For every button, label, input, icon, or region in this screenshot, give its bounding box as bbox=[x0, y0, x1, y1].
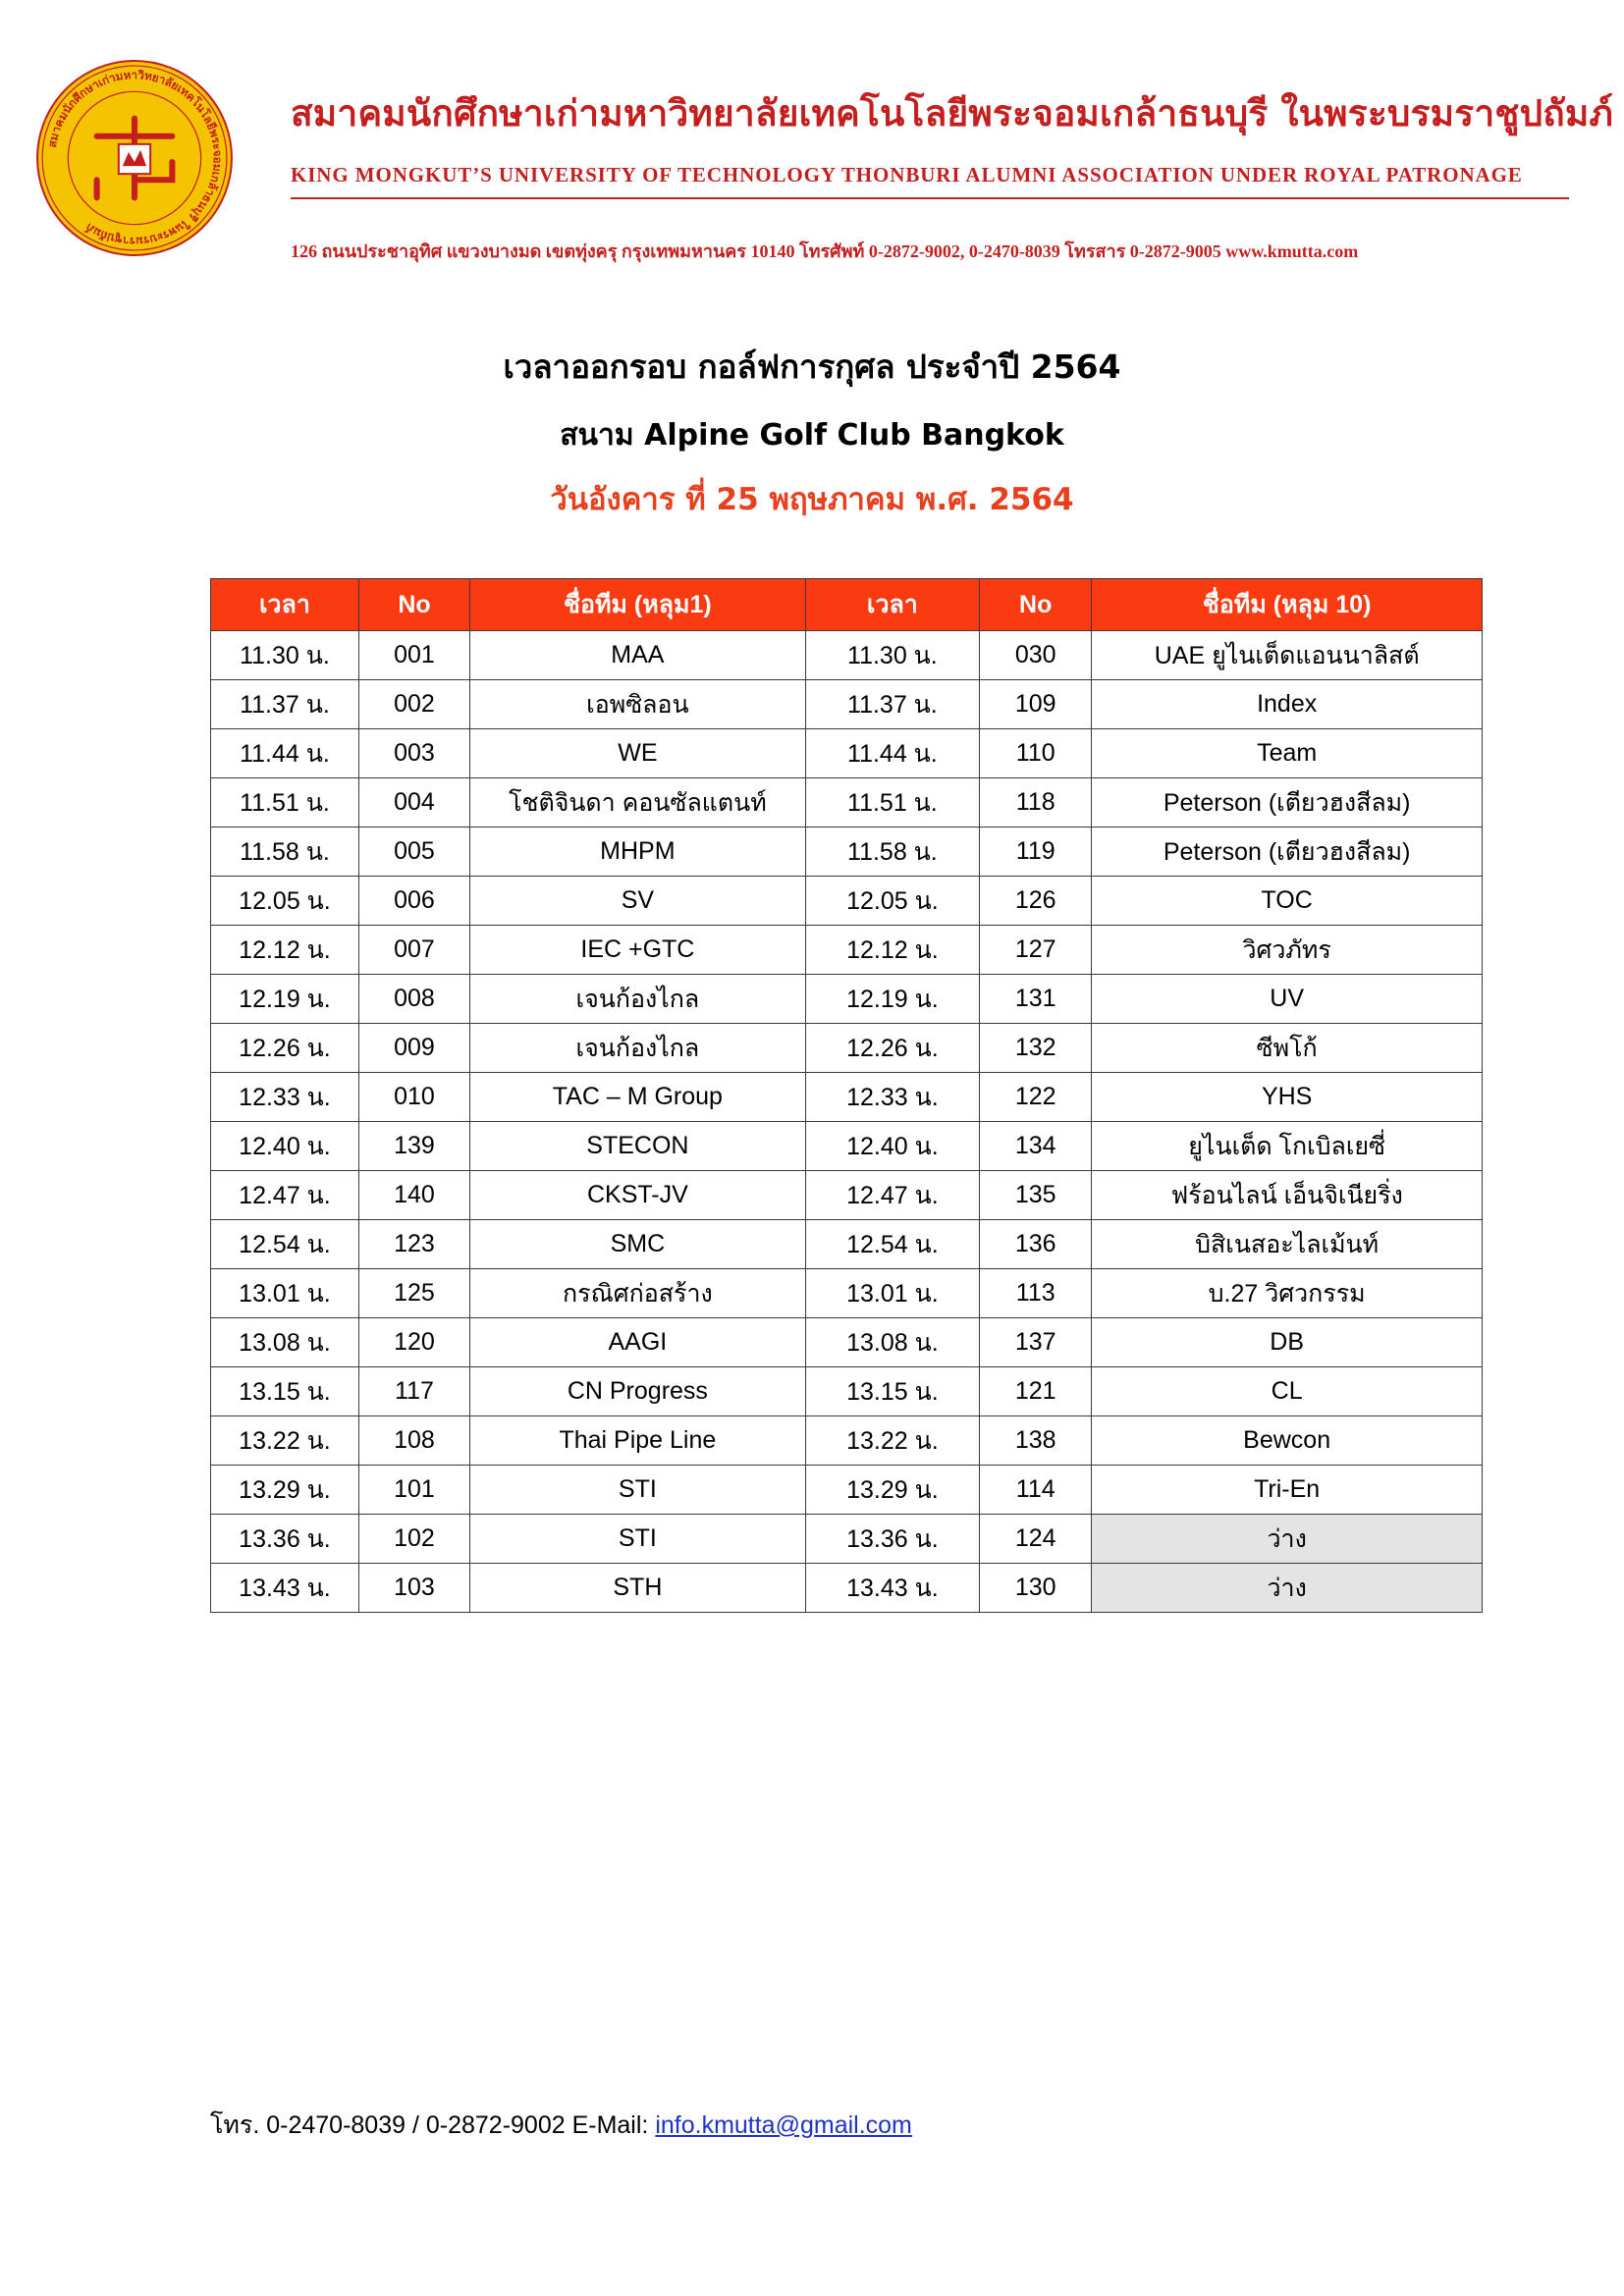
column-header-team-hole10: ชื่อทีม (หลุม 10) bbox=[1092, 579, 1483, 631]
team-no-hole10: 030 bbox=[980, 631, 1092, 680]
column-header-no-hole1: No bbox=[358, 579, 469, 631]
table-row bbox=[211, 680, 1483, 729]
team-no-hole10: 122 bbox=[980, 1073, 1092, 1122]
tee-time-hole10: 11.51 น. bbox=[805, 778, 979, 828]
course-name: สนาม Alpine Golf Club Bangkok bbox=[560, 418, 1064, 453]
column-header-time-hole1: เวลา bbox=[211, 579, 359, 631]
tee-time-hole1: 12.40 น. bbox=[211, 1122, 359, 1171]
team-name-hole10: บิสิเนสอะไลเม้นท์ bbox=[1092, 1220, 1483, 1269]
table-row bbox=[211, 1466, 1483, 1515]
team-name-hole10: ว่าง bbox=[1092, 1564, 1483, 1613]
team-name-hole10: Peterson (เตียวฮงสีลม) bbox=[1092, 778, 1483, 828]
table-row bbox=[211, 1220, 1483, 1269]
team-name-hole10: UV bbox=[1092, 975, 1483, 1024]
tee-time-hole1: 11.51 น. bbox=[211, 778, 359, 828]
tee-time-hole10: 11.58 น. bbox=[805, 828, 979, 877]
tee-time-table bbox=[210, 578, 1483, 1613]
team-name-hole1: STECON bbox=[470, 1122, 806, 1171]
team-no-hole10: 121 bbox=[980, 1367, 1092, 1416]
association-address: 126 ถนนประชาอุทิศ แขวงบางมด เขตทุ่งครุ กรุงเทพมหานคร 10140 โทรศัพท์ 0-2872-9002, 0-2470-8039 โทรสาร 0-2872-9005 www.kmutta.com bbox=[291, 241, 1359, 261]
tee-time-hole1: 11.37 น. bbox=[211, 680, 359, 729]
team-no-hole1: 117 bbox=[358, 1367, 469, 1416]
tee-time-hole1: 11.30 น. bbox=[211, 631, 359, 680]
team-no-hole1: 120 bbox=[358, 1318, 469, 1367]
tee-time-hole1: 11.44 น. bbox=[211, 729, 359, 778]
tee-time-hole1: 12.19 น. bbox=[211, 975, 359, 1024]
tee-time-hole1: 13.15 น. bbox=[211, 1367, 359, 1416]
team-name-hole10: Team bbox=[1092, 729, 1483, 778]
team-name-hole10: YHS bbox=[1092, 1073, 1483, 1122]
table-body bbox=[211, 631, 1483, 1613]
team-name-hole10: ยูไนเต็ด โกเบิลเยซี่ bbox=[1092, 1122, 1483, 1171]
team-no-hole1: 006 bbox=[358, 877, 469, 926]
team-no-hole1: 001 bbox=[358, 631, 469, 680]
team-no-hole1: 005 bbox=[358, 828, 469, 877]
team-name-hole10: บ.27 วิศวกรรม bbox=[1092, 1269, 1483, 1318]
column-header-time-hole10: เวลา bbox=[805, 579, 979, 631]
document-title: เวลาออกรอบ กอล์ฟการกุศล ประจำปี 2564 bbox=[503, 347, 1121, 386]
team-name-hole1: เอพซิลอน bbox=[470, 680, 806, 729]
header-divider bbox=[291, 197, 1569, 199]
team-no-hole10: 126 bbox=[980, 877, 1092, 926]
team-name-hole1: IEC +GTC bbox=[470, 926, 806, 975]
team-no-hole1: 103 bbox=[358, 1564, 469, 1613]
team-no-hole1: 139 bbox=[358, 1122, 469, 1171]
column-header-no-hole10: No bbox=[980, 579, 1092, 631]
team-no-hole10: 110 bbox=[980, 729, 1092, 778]
team-no-hole1: 009 bbox=[358, 1024, 469, 1073]
team-no-hole10: 131 bbox=[980, 975, 1092, 1024]
tee-time-hole10: 12.26 น. bbox=[805, 1024, 979, 1073]
team-name-hole1: SMC bbox=[470, 1220, 806, 1269]
team-no-hole1: 140 bbox=[358, 1171, 469, 1220]
table-row bbox=[211, 975, 1483, 1024]
tee-time-hole10: 12.47 น. bbox=[805, 1171, 979, 1220]
team-no-hole10: 109 bbox=[980, 680, 1092, 729]
team-name-hole1: CKST-JV bbox=[470, 1171, 806, 1220]
team-no-hole1: 125 bbox=[358, 1269, 469, 1318]
team-no-hole10: 135 bbox=[980, 1171, 1092, 1220]
team-name-hole1: MHPM bbox=[470, 828, 806, 877]
team-no-hole10: 114 bbox=[980, 1466, 1092, 1515]
table-row bbox=[211, 1171, 1483, 1220]
team-no-hole10: 118 bbox=[980, 778, 1092, 828]
tee-time-hole1: 12.54 น. bbox=[211, 1220, 359, 1269]
table-row bbox=[211, 1515, 1483, 1564]
table-row bbox=[211, 926, 1483, 975]
team-name-hole10: ฟร้อนไลน์ เอ็นจิเนียริ่ง bbox=[1092, 1171, 1483, 1220]
tee-time-hole10: 12.12 น. bbox=[805, 926, 979, 975]
tee-time-hole10: 12.05 น. bbox=[805, 877, 979, 926]
tee-time-hole10: 13.15 น. bbox=[805, 1367, 979, 1416]
team-no-hole10: 113 bbox=[980, 1269, 1092, 1318]
team-name-hole10: Tri-En bbox=[1092, 1466, 1483, 1515]
team-name-hole10: Index bbox=[1092, 680, 1483, 729]
tee-time-hole10: 12.19 น. bbox=[805, 975, 979, 1024]
table-row bbox=[211, 1122, 1483, 1171]
team-name-hole10: ว่าง bbox=[1092, 1515, 1483, 1564]
team-name-hole10: ซีพโก้ bbox=[1092, 1024, 1483, 1073]
association-name-english: KING MONGKUT’S UNIVERSITY OF TECHNOLOGY THONBURI ALUMNI ASSOCIATION UNDER ROYAL PATRONAGE bbox=[291, 163, 1523, 187]
tee-time-hole1: 12.12 น. bbox=[211, 926, 359, 975]
table-row bbox=[211, 1564, 1483, 1613]
tee-time-hole10: 13.36 น. bbox=[805, 1515, 979, 1564]
team-no-hole1: 123 bbox=[358, 1220, 469, 1269]
team-no-hole10: 137 bbox=[980, 1318, 1092, 1367]
tee-time-hole10: 13.01 น. bbox=[805, 1269, 979, 1318]
team-name-hole10: Bewcon bbox=[1092, 1416, 1483, 1466]
tee-time-hole10: 13.29 น. bbox=[805, 1466, 979, 1515]
tee-time-hole10: 13.22 น. bbox=[805, 1416, 979, 1466]
team-name-hole1: STH bbox=[470, 1564, 806, 1613]
team-no-hole1: 010 bbox=[358, 1073, 469, 1122]
tee-time-hole10: 13.08 น. bbox=[805, 1318, 979, 1367]
team-name-hole1: WE bbox=[470, 729, 806, 778]
team-no-hole1: 108 bbox=[358, 1416, 469, 1466]
table-row bbox=[211, 1367, 1483, 1416]
tee-time-hole1: 12.47 น. bbox=[211, 1171, 359, 1220]
team-name-hole1: TAC – M Group bbox=[470, 1073, 806, 1122]
tee-time-hole10: 12.40 น. bbox=[805, 1122, 979, 1171]
logo-ring-text: สมาคมนักศึกษาเก่ามหาวิทยาลัยเทคโนโลยีพระจอมเกล้าธนบุรี ในพระบรมราชูปถัมภ์ bbox=[44, 68, 225, 248]
tee-time-hole1: 12.26 น. bbox=[211, 1024, 359, 1073]
team-no-hole10: 127 bbox=[980, 926, 1092, 975]
team-name-hole1: เจนก้องไกล bbox=[470, 1024, 806, 1073]
table-row bbox=[211, 778, 1483, 828]
team-name-hole1: CN Progress bbox=[470, 1367, 806, 1416]
tee-time-hole1: 13.43 น. bbox=[211, 1564, 359, 1613]
tee-time-hole10: 11.30 น. bbox=[805, 631, 979, 680]
team-no-hole10: 124 bbox=[980, 1515, 1092, 1564]
tee-time-hole10: 12.33 น. bbox=[805, 1073, 979, 1122]
team-no-hole1: 008 bbox=[358, 975, 469, 1024]
team-no-hole10: 132 bbox=[980, 1024, 1092, 1073]
table-row bbox=[211, 729, 1483, 778]
team-name-hole10: วิศวภัทร bbox=[1092, 926, 1483, 975]
team-name-hole10: TOC bbox=[1092, 877, 1483, 926]
team-name-hole1: STI bbox=[470, 1466, 806, 1515]
team-no-hole10: 136 bbox=[980, 1220, 1092, 1269]
team-no-hole10: 130 bbox=[980, 1564, 1092, 1613]
team-name-hole1: กรณิศก่อสร้าง bbox=[470, 1269, 806, 1318]
team-name-hole1: STI bbox=[470, 1515, 806, 1564]
contact-email-link[interactable]: info.kmutta@gmail.com bbox=[655, 2111, 912, 2139]
column-header-team-hole1: ชื่อทีม (หลุม1) bbox=[470, 579, 806, 631]
team-name-hole10: Peterson (เตียวฮงสีลม) bbox=[1092, 828, 1483, 877]
table-row bbox=[211, 877, 1483, 926]
table-row bbox=[211, 631, 1483, 680]
tee-time-hole1: 13.29 น. bbox=[211, 1466, 359, 1515]
table-row bbox=[211, 1416, 1483, 1466]
team-name-hole1: โชติจินดา คอนซัลแตนท์ bbox=[470, 778, 806, 828]
tee-time-hole10: 11.37 น. bbox=[805, 680, 979, 729]
tee-time-hole10: 11.44 น. bbox=[805, 729, 979, 778]
contact-phone-text: โทร. 0-2470-8039 / 0-2872-9002 E-Mail: bbox=[210, 2111, 656, 2139]
tee-time-hole1: 13.22 น. bbox=[211, 1416, 359, 1466]
tee-time-hole1: 11.58 น. bbox=[211, 828, 359, 877]
contact-footer bbox=[210, 2106, 912, 2145]
team-name-hole1: AAGI bbox=[470, 1318, 806, 1367]
tee-time-hole1: 12.33 น. bbox=[211, 1073, 359, 1122]
team-no-hole10: 134 bbox=[980, 1122, 1092, 1171]
team-name-hole10: CL bbox=[1092, 1367, 1483, 1416]
table-header-row bbox=[211, 579, 1483, 631]
team-no-hole1: 004 bbox=[358, 778, 469, 828]
table-row bbox=[211, 1269, 1483, 1318]
team-name-hole1: SV bbox=[470, 877, 806, 926]
team-no-hole1: 002 bbox=[358, 680, 469, 729]
association-name-thai: สมาคมนักศึกษาเก่ามหาวิทยาลัยเทคโนโลยีพระจอมเกล้าธนบุรี ในพระบรมราชูปถัมภ์ bbox=[291, 91, 1614, 134]
team-no-hole1: 102 bbox=[358, 1515, 469, 1564]
team-name-hole10: UAE ยูไนเต็ดแอนนาลิสต์ bbox=[1092, 631, 1483, 680]
tee-time-hole10: 13.43 น. bbox=[805, 1564, 979, 1613]
team-name-hole10: DB bbox=[1092, 1318, 1483, 1367]
tee-time-hole1: 13.08 น. bbox=[211, 1318, 359, 1367]
team-name-hole1: เจนก้องไกล bbox=[470, 975, 806, 1024]
tee-time-hole1: 13.36 น. bbox=[211, 1515, 359, 1564]
team-no-hole1: 101 bbox=[358, 1466, 469, 1515]
event-date: วันอังคาร ที่ 25 พฤษภาคม พ.ศ. 2564 bbox=[550, 482, 1074, 517]
table-row bbox=[211, 828, 1483, 877]
table-row bbox=[211, 1318, 1483, 1367]
table-row bbox=[211, 1073, 1483, 1122]
tee-time-hole10: 12.54 น. bbox=[805, 1220, 979, 1269]
association-logo bbox=[35, 59, 234, 257]
team-no-hole1: 007 bbox=[358, 926, 469, 975]
team-no-hole10: 119 bbox=[980, 828, 1092, 877]
team-no-hole1: 003 bbox=[358, 729, 469, 778]
team-name-hole1: Thai Pipe Line bbox=[470, 1416, 806, 1466]
team-no-hole10: 138 bbox=[980, 1416, 1092, 1466]
tee-time-hole1: 13.01 น. bbox=[211, 1269, 359, 1318]
team-name-hole1: MAA bbox=[470, 631, 806, 680]
table-row bbox=[211, 1024, 1483, 1073]
tee-time-hole1: 12.05 น. bbox=[211, 877, 359, 926]
